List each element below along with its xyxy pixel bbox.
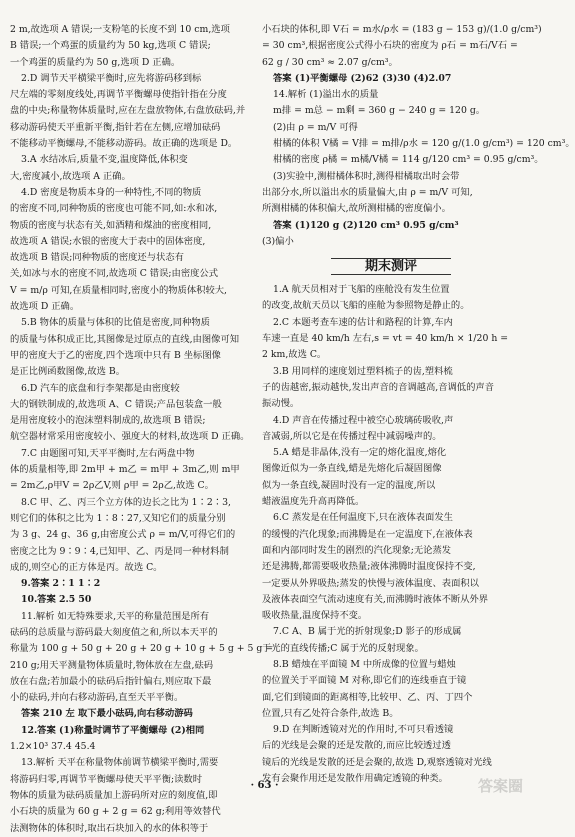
text-line: 将游码归零,再调节平衡螺母使天平平衡;读数时 <box>10 773 203 785</box>
text-line: 答案 210 左 取下最小砝码,向右移动游码 <box>21 708 193 720</box>
text-line: 2 m,故选项 A 错误;一支粉笔的长度不到 10 cm,选项 <box>10 24 230 35</box>
text-line: 及液体表面空气流动速度有关,而沸腾时液体不断从外界 <box>262 593 489 605</box>
text-line: 6.D 汽车的底盘和行李架都是由密度较 <box>21 382 180 394</box>
text-line: 是正比例函数图像,故选 B。 <box>10 366 126 378</box>
right-column-continued-answers <box>262 22 575 250</box>
text-line: = 30 cm³,根据密度公式得小石块的密度为 ρ石 = m石/V石 = <box>262 40 518 52</box>
text-line: 镜后的光线是发散的还是会聚的,故选 D,观察透镜对光线 <box>262 756 492 768</box>
text-line: 于光的直线传播;C 属于光的反射现象。 <box>262 642 424 654</box>
text-line: (2)由 ρ = m/V 可得 <box>273 121 358 133</box>
text-line: 位置,只有乙处符合条件,故选 B。 <box>262 707 399 719</box>
text-line: 柑橘的密度 ρ橘 = m橘/V橘 = 114 g/120 cm³ = 0.95 g/cm³。 <box>273 154 544 166</box>
text-line: 为 3 g、24 g、36 g,由密度公式 ρ = m/V,可得它们的 <box>10 529 236 541</box>
text-line: 车速一直是 40 km/h 左右,s = vt = 40 km/h × 1/20 h = <box>262 333 509 345</box>
text-line: 大的钢铁制成的,故选项 A、C 错误;产品包装盒一般 <box>10 398 222 410</box>
text-line: 13.解析 天平在称量物体前调节横梁平衡时,需要 <box>21 757 219 769</box>
text-line: 8.C 甲、乙、丙三个立方体的边长之比为 1∶2∶3, <box>21 496 231 508</box>
text-line: (3)偏小 <box>262 235 294 247</box>
text-line: 的密度不同,同种物质的密度也可能不同,如:水和冰, <box>10 203 218 215</box>
text-line: 则它们的体积之比为 1∶8∶27,又知它们的质量分别 <box>10 512 226 524</box>
text-line: B 错误;一个鸡蛋的质量约为 50 kg,选项 C 错误; <box>10 40 211 52</box>
text-line: 4.D 声音在传播过程中被空心玻璃砖吸收,声 <box>273 414 454 426</box>
text-line: 5.A 蜡是非晶体,没有一定的熔化温度,熔化 <box>273 447 447 459</box>
text-line: 1.A 航天员相对于飞船的座舱没有发生位置 <box>273 284 450 296</box>
text-line: 还是沸腾,都需要吸收热量;液体沸腾时温度保持不变, <box>262 561 476 573</box>
page-number: · 63 · <box>250 780 279 791</box>
text-line: m排 = m总 − m剩 = 360 g − 240 g = 120 g。 <box>273 105 486 117</box>
text-line: 物质的密度与状态有关,如酒精和煤油的密度相同, <box>10 219 212 231</box>
text-line: 4.D 密度是物质本身的一种特性,不同的物质 <box>21 186 202 198</box>
text-line: 8.B 蜡烛在平面镜 M 中所成像的位置与蜡烛 <box>273 658 456 670</box>
text-line: 小石块的体积,即 V石 = m水/ρ水 = (183 g − 153 g)/(1.0 g/cm³) <box>262 24 542 35</box>
text-line: 5.B 物体的质量与体积的比值是密度,同种物质 <box>21 317 210 329</box>
text-line: 航空器材常采用密度较小、强度大的材料,故选项 D 正确。 <box>10 431 250 443</box>
text-line: 的质量与体积成正比,其图像是过原点的直线,由图像可知 <box>10 333 240 345</box>
text-line: 答案 (1)平衡螺母 (2)62 (3)30 (4)2.07 <box>273 72 452 84</box>
text-line: 面和内部同时发生的剧烈的汽化现象;无论蒸发 <box>262 544 452 556</box>
text-line: 密度之比为 9∶9∶4,已知甲、乙、丙是同一种材料制 <box>10 545 229 557</box>
text-line: 后的光线是会聚的还是发散的,而应比较透过透 <box>262 740 451 752</box>
text-line: 10.答案 2.5 50 <box>21 594 92 606</box>
text-line: 6.C 蒸发是在任何温度下,只在液体表面发生 <box>273 512 453 524</box>
text-line: 答案 (1)120 g (2)120 cm³ 0.95 g/cm³ <box>273 219 459 231</box>
final-test-answers <box>262 282 520 787</box>
text-line: 9.答案 2∶1 1∶2 <box>21 578 101 590</box>
text-line: 一定要从外界吸热;蒸发的快慢与液体温度、表面积以 <box>262 577 479 589</box>
text-line: 法测物体的体积时,取出石块加入的水的体积等于 <box>10 822 209 834</box>
text-line: 的位置关于平面镜 M 对称,即它们的连线垂直于镜 <box>262 675 467 687</box>
text-line: 移动游码使天平重新平衡,指针若在左侧,应增加砝码 <box>10 121 221 133</box>
text-line: 子的齿越密,振动越快,发出声音的音调越高,音调低的声音 <box>262 381 494 393</box>
text-line: 吸收热量,温度保持不变。 <box>262 610 368 622</box>
text-line: 出部分水,所以溢出水的质量偏大,由 ρ = m/V 可知, <box>262 186 473 198</box>
text-line: 柑橘的体积 V橘 = V排 = m排/ρ水 = 120 g/(1.0 g/cm³) = 120 cm³。 <box>273 138 575 150</box>
text-line: 一个鸡蛋的质量约为 50 g,选项 D 正确。 <box>10 56 181 68</box>
text-line: V = m/ρ 可知,在质量相同时,密度小的物质体积较大, <box>10 284 227 296</box>
text-line: 的缓慢的汽化现象;而沸腾是在一定温度下,在液体表 <box>262 528 473 540</box>
text-line: 放在右盘;若加最小的砝码后指针偏右,则应取下最 <box>10 675 212 687</box>
text-line: 物体的质量为砝码质量加上游码所对应的刻度值,即 <box>10 789 218 801</box>
text-line: 的改变,故航天员以飞船的座舱为参照物是静止的。 <box>262 300 470 312</box>
text-line: = 2m乙,ρ甲V = 2ρ乙V,则 ρ甲 = 2ρ乙,故选 C。 <box>10 480 214 492</box>
text-line: 是用密度较小的泡沫塑料制成的,故选项 B 错误; <box>10 415 206 427</box>
text-line: 7.C A、B 属于光的折射现象;D 影子的形成属 <box>273 626 462 638</box>
text-line: 大,密度减小,故选项 A 正确。 <box>10 170 131 182</box>
text-line: 所测柑橘的体积偏大,故所测柑橘的密度偏小。 <box>262 203 451 215</box>
text-line: 似为一条直线,凝固时没有一定的温度,所以 <box>262 479 436 491</box>
text-line: (3)实验中,测柑橘体积时,测得柑橘取出时会带 <box>273 170 460 182</box>
text-line: 12.答案 (1)称量时调节了平衡螺母 (2)相同 <box>21 724 205 736</box>
text-line: 成的,则空心的正方体是丙。故选 C。 <box>10 561 163 573</box>
text-line: 面,它们到镜面的距离相等,比较甲、乙、丙、丁四个 <box>262 691 473 703</box>
text-line: 故选项 D 正确。 <box>10 301 80 313</box>
text-line: 砝码的总质量与游码最大刻度值之和,所以本天平的 <box>10 626 218 638</box>
text-line: 称量为 100 g + 50 g + 20 g + 20 g + 10 g + 5 g + 5 g = <box>10 643 274 655</box>
text-line: 210 g;用天平测量物体质量时,物体放在左盘,砝码 <box>10 659 214 671</box>
text-line: 9.D 在判断透镜对光的作用时,不可只看透镜 <box>273 724 454 736</box>
text-line: 发有会聚作用还是发散作用确定透镜的种类。 <box>262 773 448 785</box>
text-line: 不能移动平衡螺母,不能移动游码。故正确的选项是 D。 <box>10 138 238 150</box>
text-line: 故选项 B 错误;同种物质的密度还与状态有 <box>10 252 184 264</box>
text-line: 振动慢。 <box>262 398 300 410</box>
text-line: 62 g / 30 cm³ ≈ 2.07 g/cm³。 <box>262 56 398 68</box>
text-line: 音减弱,所以它是在传播过程中减弱噪声的。 <box>262 430 442 442</box>
text-line: 14.解析 (1)溢出水的质量 <box>273 89 379 101</box>
watermark-logo: 答案圈 <box>477 776 523 795</box>
text-line: 尺左端的零刻度线处,再调节平衡螺母使指针指在分度 <box>10 89 227 101</box>
text-line: 图像近似为一条直线,蜡是先熔化后凝固图像 <box>262 463 442 475</box>
text-line: 盘的中央;称量物体质量时,应在左盘放物体,右盘放砝码,并 <box>10 105 246 117</box>
text-line: 3.A 水结冰后,质量不变,温度降低,体积变 <box>21 154 188 166</box>
text-line: 11.解析 如无特殊要求,天平的称量范围是所有 <box>21 610 210 622</box>
text-line: 3.B 用同样的速度划过塑料梳子的齿,塑料梳 <box>273 365 453 377</box>
text-line: 2.C 本题考查车速的估计和路程的计算,车内 <box>273 316 453 328</box>
text-line: 小石块的质量为 60 g + 2 g = 62 g;利用等效替代 <box>10 806 221 818</box>
text-line: 甲的密度大于乙的密度,四个选项中只有 B 坐标图像 <box>10 349 221 361</box>
text-line: 1.2×10³ 37.4 45.4 <box>10 741 96 753</box>
text-line: 小的砝码,并向右移动游码,直至天平平衡。 <box>10 692 184 704</box>
text-line: 关,如冰与水的密度不同,故选项 C 错误;由密度公式 <box>10 268 219 280</box>
text-line: 7.C 由题图可知,天平平衡时,左右两盘中物 <box>21 447 195 459</box>
text-line: 故选项 A 错误;水银的密度大于表中的固体密度, <box>10 235 206 247</box>
right-column <box>262 22 575 785</box>
section-title: 期末测评 <box>262 254 520 280</box>
text-line: 2 km,故选 C。 <box>262 349 327 361</box>
text-line: 体的质量相等,即 2m甲 + m乙 = m甲 + 3m乙,则 m甲 <box>10 464 240 476</box>
text-line: 2.D 调节天平横梁平衡时,应先将游码移到标 <box>21 72 202 84</box>
text-line: 蜡液温度先升高再降低。 <box>262 496 365 508</box>
